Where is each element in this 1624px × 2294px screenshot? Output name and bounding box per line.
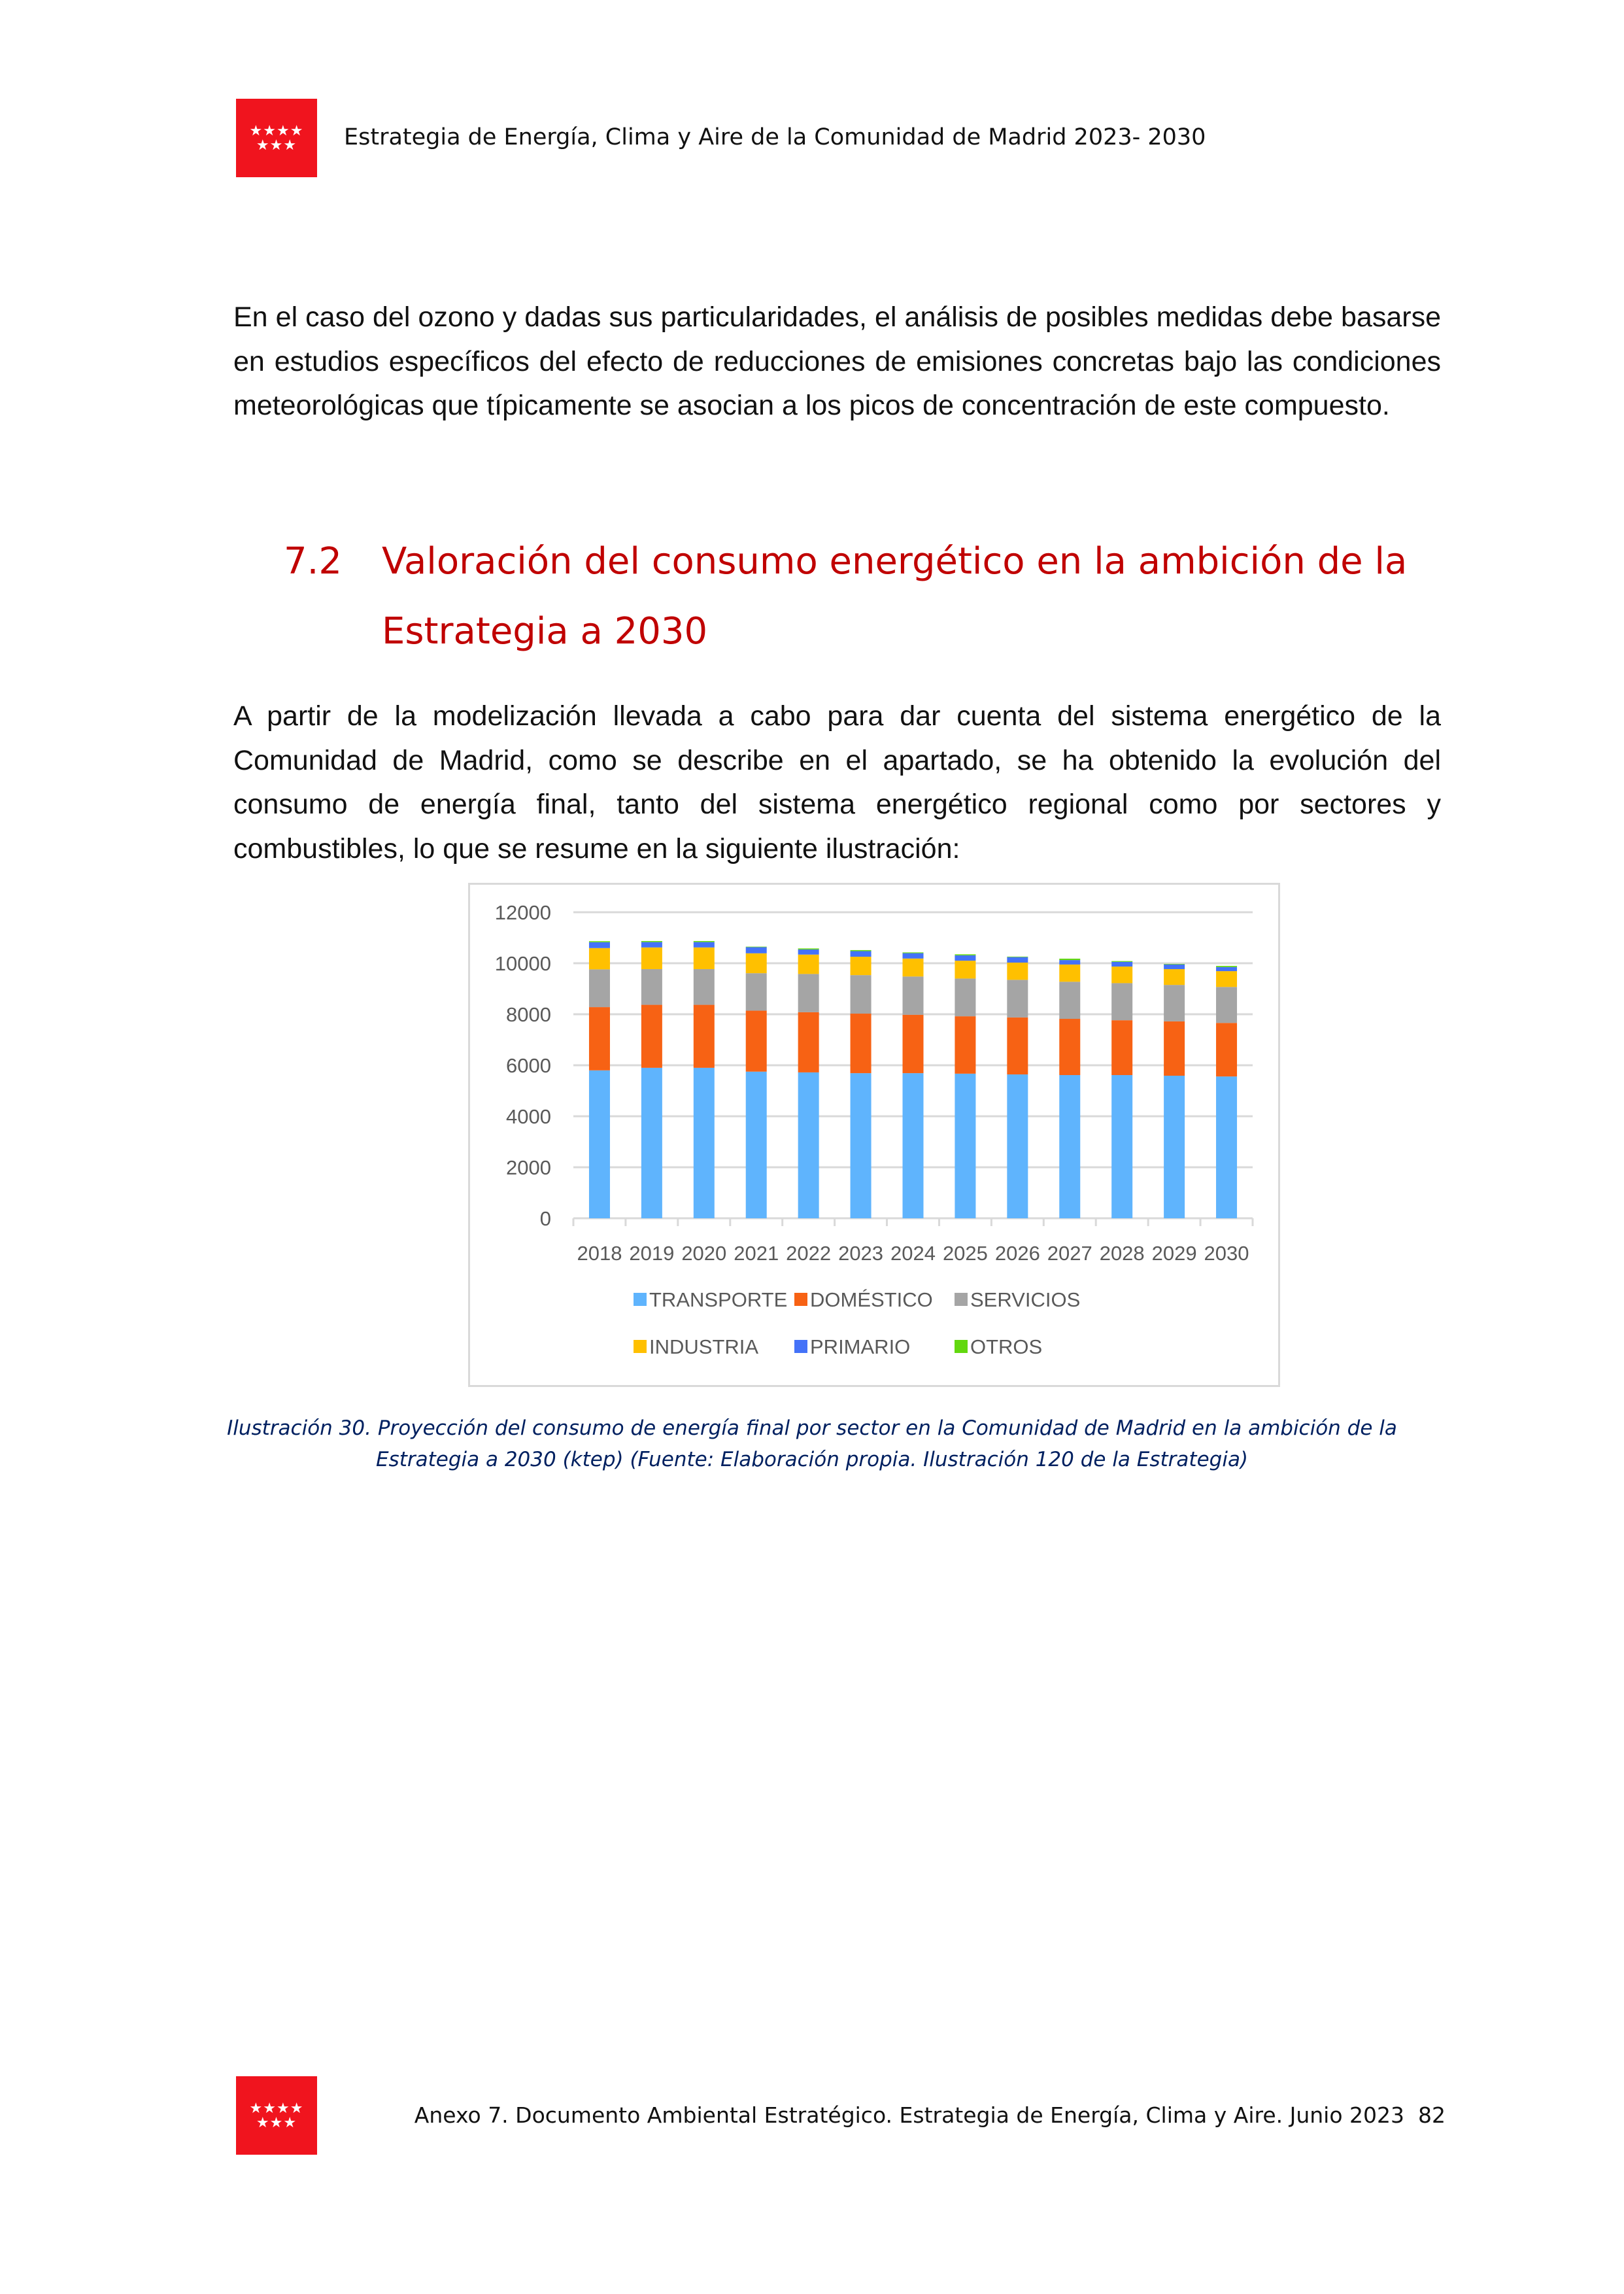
bar-servicios-2027: [1059, 982, 1080, 1019]
y-tick-label: 0: [539, 1207, 551, 1230]
y-tick-label: 6000: [506, 1054, 551, 1077]
bar-transporte-2030: [1216, 1076, 1237, 1218]
bar-servicios-2020: [694, 969, 715, 1005]
legend-swatch: [634, 1293, 647, 1306]
header-title: Estrategia de Energía, Clima y Aire de la Comunidad de Madrid 2023- 2030: [344, 124, 1206, 150]
stars-icon: ★★★★: [249, 122, 304, 139]
x-tick-label: 2021: [734, 1242, 779, 1265]
bar-industria-2025: [955, 961, 975, 978]
bar-primario-2018: [589, 942, 610, 948]
x-tick-label: 2027: [1047, 1242, 1092, 1265]
bar-servicios-2019: [641, 969, 662, 1005]
bar-transporte-2027: [1059, 1075, 1080, 1218]
stars-icon: ★★★: [256, 137, 297, 153]
bar-primario-2026: [1007, 957, 1028, 963]
bar-servicios-2028: [1111, 983, 1132, 1020]
bar-doméstico-2018: [589, 1007, 610, 1070]
y-tick-label: 2000: [506, 1156, 551, 1179]
bar-transporte-2026: [1007, 1074, 1028, 1218]
community-logo: [236, 99, 317, 177]
y-tick-label: 10000: [494, 952, 551, 975]
y-tick-label: 8000: [506, 1003, 551, 1026]
bar-industria-2022: [798, 955, 819, 974]
legend-label: OTROS: [970, 1335, 1043, 1358]
page-number: 82: [1418, 2102, 1446, 2128]
bar-transporte-2025: [955, 1074, 975, 1218]
bar-doméstico-2019: [641, 1005, 662, 1068]
stars-icon: ★★★: [256, 2114, 297, 2131]
bar-otros-2028: [1111, 961, 1132, 962]
legend-label: SERVICIOS: [970, 1288, 1081, 1311]
legend-swatch: [955, 1340, 968, 1353]
section-title: [382, 526, 1407, 666]
bar-industria-2024: [903, 959, 924, 976]
bar-primario-2023: [851, 951, 871, 957]
bar-industria-2023: [851, 957, 871, 975]
section-title-line2: Estrategia a 2030: [382, 610, 708, 653]
bar-transporte-2019: [641, 1068, 662, 1218]
bar-industria-2030: [1216, 971, 1237, 987]
bar-transporte-2023: [851, 1073, 871, 1218]
bar-industria-2029: [1164, 969, 1185, 985]
bar-servicios-2026: [1007, 980, 1028, 1018]
bar-otros-2030: [1216, 966, 1237, 967]
legend-swatch: [955, 1293, 968, 1306]
bar-doméstico-2024: [903, 1015, 924, 1073]
bar-primario-2019: [641, 942, 662, 948]
x-tick-label: 2019: [629, 1242, 675, 1265]
bar-transporte-2024: [903, 1073, 924, 1218]
bar-otros-2029: [1164, 964, 1185, 965]
bar-industria-2026: [1007, 963, 1028, 980]
bar-primario-2022: [798, 950, 819, 955]
bar-servicios-2023: [851, 975, 871, 1014]
bar-otros-2022: [798, 948, 819, 950]
bar-doméstico-2028: [1111, 1020, 1132, 1075]
bar-primario-2028: [1111, 962, 1132, 967]
bar-doméstico-2027: [1059, 1019, 1080, 1075]
x-tick-label: 2022: [786, 1242, 832, 1265]
x-tick-label: 2029: [1151, 1242, 1197, 1265]
y-tick-label: 4000: [506, 1105, 551, 1128]
bar-primario-2030: [1216, 967, 1237, 971]
bar-primario-2027: [1059, 960, 1080, 965]
bar-servicios-2018: [589, 969, 610, 1007]
bar-doméstico-2025: [955, 1016, 975, 1074]
legend-label: DOMÉSTICO: [810, 1288, 933, 1311]
bar-otros-2018: [589, 941, 610, 942]
footer-text: Anexo 7. Documento Ambiental Estratégico. Estrategia de Energía, Clima y Aire. Junio 2023: [414, 2102, 1405, 2128]
caption-line2: Estrategia a 2030 (ktep) (Fuente: Elaboración propia. Ilustración 120 de la Estrategia): [375, 1448, 1249, 1471]
legend-swatch: [634, 1340, 647, 1353]
bar-servicios-2024: [903, 976, 924, 1015]
bar-otros-2027: [1059, 959, 1080, 960]
bar-transporte-2020: [694, 1068, 715, 1218]
bar-doméstico-2021: [746, 1011, 767, 1072]
x-tick-label: 2025: [942, 1242, 988, 1265]
x-tick-label: 2020: [681, 1242, 727, 1265]
bar-industria-2028: [1111, 967, 1132, 983]
x-tick-label: 2018: [577, 1242, 622, 1265]
bar-doméstico-2020: [694, 1005, 715, 1068]
bar-doméstico-2030: [1216, 1023, 1237, 1076]
bar-primario-2029: [1164, 965, 1185, 969]
legend-label: PRIMARIO: [810, 1335, 911, 1358]
bar-transporte-2021: [746, 1072, 767, 1218]
bar-servicios-2022: [798, 974, 819, 1012]
bar-industria-2019: [641, 948, 662, 969]
bar-transporte-2022: [798, 1072, 819, 1218]
bar-servicios-2029: [1164, 985, 1185, 1021]
energy-consumption-chart: [468, 883, 1280, 1387]
bar-otros-2021: [746, 947, 767, 948]
bar-primario-2020: [694, 942, 715, 948]
section-number: 7.2: [284, 540, 343, 583]
legend-label: TRANSPORTE: [649, 1288, 788, 1311]
caption-line1: Ilustración 30. Proyección del consumo de energía final por sector en la Comunidad de Madrid en la ambición de la: [227, 1416, 1397, 1440]
y-tick-label: 12000: [494, 901, 551, 924]
legend-swatch: [794, 1293, 807, 1306]
bar-primario-2021: [746, 947, 767, 953]
legend-swatch: [794, 1340, 807, 1353]
bar-doméstico-2029: [1164, 1021, 1185, 1076]
paragraph-modeling: A partir de la modelización llevada a cabo para dar cuenta del sistema energético de la Comunidad de Madrid, como se describe en el apartado, se ha obtenido la evolución del consumo de energía final, tanto del sistema energético regional como por sectores y combustibles, lo que se resume en la siguiente ilustración:: [233, 700, 1441, 865]
bar-doméstico-2026: [1007, 1018, 1028, 1074]
bar-transporte-2029: [1164, 1076, 1185, 1218]
x-tick-label: 2024: [890, 1242, 936, 1265]
legend-label: INDUSTRIA: [649, 1335, 759, 1358]
figure-caption: [196, 1412, 1428, 1475]
footer-logo: [236, 2076, 317, 2155]
bar-industria-2018: [589, 948, 610, 970]
paragraph-ozone: En el caso del ozono y dadas sus particularidades, el análisis de posibles medidas debe basarse en estudios específicos del efecto de reducciones de emisiones concretas bajo las condiciones meteorológicas que típicamente se asocian a los picos de concentración de este compuesto.: [233, 301, 1441, 421]
bar-doméstico-2022: [798, 1012, 819, 1072]
bar-otros-2024: [903, 952, 924, 953]
bar-doméstico-2023: [851, 1014, 871, 1073]
x-tick-label: 2030: [1204, 1242, 1249, 1265]
bar-servicios-2025: [955, 978, 975, 1016]
bar-transporte-2018: [589, 1070, 610, 1218]
bar-primario-2025: [955, 955, 975, 961]
bar-otros-2020: [694, 941, 715, 942]
section-title-line1: Valoración del consumo energético en la ambición de la: [382, 540, 1408, 583]
footer: [414, 2102, 1446, 2128]
chart-svg: [470, 885, 1278, 1385]
bar-industria-2020: [694, 948, 715, 969]
x-tick-label: 2026: [994, 1242, 1040, 1265]
x-tick-label: 2023: [838, 1242, 884, 1265]
bar-otros-2023: [851, 950, 871, 951]
bar-transporte-2028: [1111, 1075, 1132, 1218]
bar-otros-2019: [641, 941, 662, 942]
bar-servicios-2021: [746, 973, 767, 1010]
bar-primario-2024: [903, 953, 924, 959]
x-tick-label: 2028: [1099, 1242, 1145, 1265]
stars-icon: ★★★★: [249, 2100, 304, 2116]
bar-otros-2025: [955, 954, 975, 955]
bar-servicios-2030: [1216, 987, 1237, 1023]
bar-industria-2021: [746, 953, 767, 973]
bar-industria-2027: [1059, 965, 1080, 982]
